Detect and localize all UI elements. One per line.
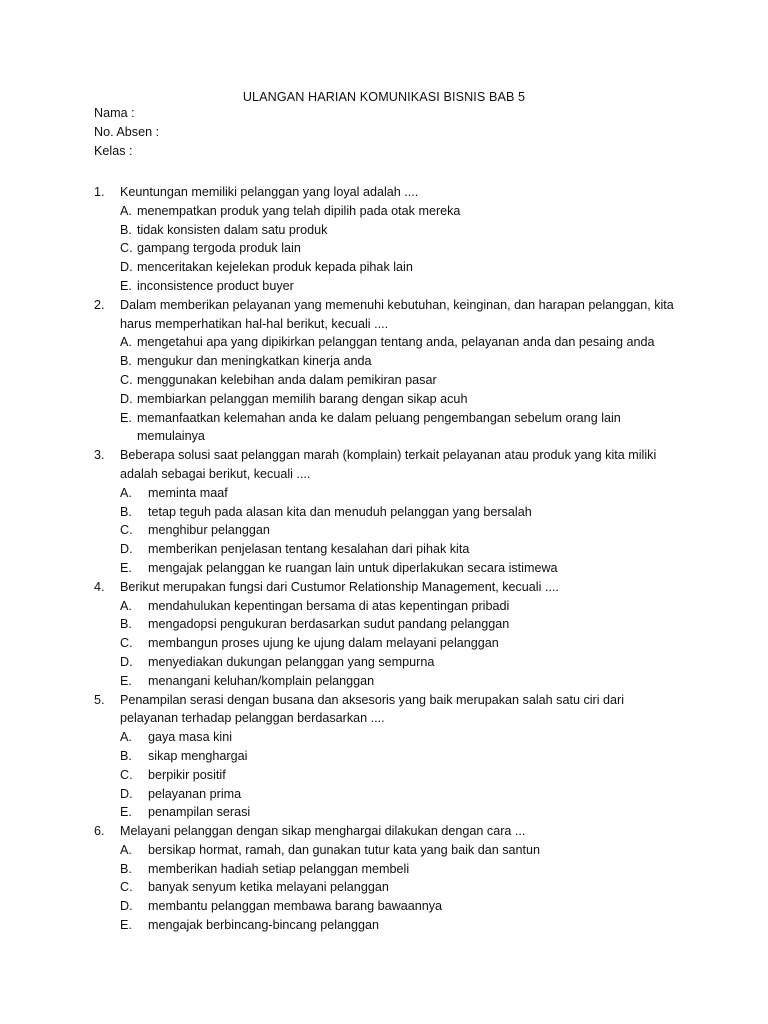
question-text: Melayani pelanggan dengan sikap menghargai dilakukan dengan cara ...: [120, 824, 526, 839]
option-letter: E.: [120, 918, 132, 933]
option-d: [120, 540, 684, 559]
option-letter: E.: [120, 673, 132, 688]
question-5: [94, 691, 684, 823]
option-c: [120, 521, 684, 540]
option-letter: D.: [120, 899, 133, 914]
option-letter: B.: [120, 617, 132, 632]
option-b: [120, 860, 684, 879]
option-a: [120, 333, 684, 352]
option-a: [120, 484, 684, 503]
option-text: inconsistence product buyer: [137, 278, 294, 293]
option-letter: C.: [120, 767, 133, 782]
question-text: Keuntungan memiliki pelanggan yang loyal adalah ....: [120, 185, 419, 199]
option-text: mengajak pelanggan ke ruangan lain untuk diperlakukan secara istimewa: [148, 560, 558, 575]
option-text: membiarkan pelanggan memilih barang dengan sikap acuh: [137, 391, 468, 406]
option-text: mendahulukan kepentingan bersama di atas kepentingan pribadi: [148, 598, 510, 613]
option-a: [120, 728, 684, 747]
option-letter: E.: [120, 278, 132, 293]
option-b: [120, 615, 684, 634]
option-letter: D.: [120, 391, 133, 406]
option-letter: A.: [120, 842, 132, 857]
option-text: pelayanan prima: [148, 786, 242, 801]
student-info: [94, 104, 159, 160]
question-1: [94, 183, 684, 296]
option-d: [120, 390, 684, 409]
question-list: [94, 183, 684, 935]
option-text: bersikap hormat, ramah, dan gunakan tutur kata yang baik dan santun: [148, 842, 541, 857]
option-text: meminta maaf: [148, 485, 228, 500]
option-letter: A.: [120, 335, 132, 350]
question-3: [94, 446, 684, 578]
question-text: Beberapa solusi saat pelanggan marah (komplain) terkait pelayanan atau produk yang kita miliki adalah sebagai berikut, kecuali ....: [120, 448, 657, 481]
option-letter: B.: [120, 861, 132, 876]
option-letter: A.: [120, 730, 132, 745]
option-letter: B.: [120, 748, 132, 763]
absen-field-label: No. Absen :: [94, 124, 160, 139]
option-text: menceritakan kejelekan produk kepada pihak lain: [137, 260, 413, 275]
option-e: [120, 559, 684, 578]
option-text: penampilan serasi: [148, 805, 251, 820]
question-2: [94, 296, 684, 446]
option-b: [120, 503, 684, 522]
option-text: membantu pelanggan membawa barang bawaannya: [148, 899, 443, 914]
option-text: menempatkan produk yang telah dipilih pada otak mereka: [137, 203, 461, 218]
option-text: menghibur pelanggan: [148, 523, 270, 538]
question-number: 6.: [94, 824, 105, 839]
option-letter: E.: [120, 410, 132, 425]
question-4: [94, 578, 684, 691]
option-letter: A.: [120, 485, 132, 500]
option-text: tidak konsisten dalam satu produk: [137, 222, 328, 237]
option-letter: D.: [120, 542, 133, 557]
question-number: 3.: [94, 448, 105, 463]
option-letter: D.: [120, 786, 133, 801]
option-letter: C.: [120, 241, 133, 256]
option-text: tetap teguh pada alasan kita dan menuduh pelanggan yang bersalah: [148, 504, 532, 519]
option-e: [120, 916, 684, 935]
option-e: [120, 803, 684, 822]
option-a: [120, 597, 684, 616]
option-b: [120, 747, 684, 766]
option-letter: A.: [120, 598, 132, 613]
question-text: Berikut merupakan fungsi dari Custumor Relationship Management, kecuali ....: [120, 579, 559, 594]
option-b: [120, 221, 684, 240]
option-letter: E.: [120, 560, 132, 575]
name-field-label: Nama :: [94, 106, 135, 120]
option-text: menyediakan dukungan pelanggan yang sempurna: [148, 654, 435, 669]
option-letter: A.: [120, 203, 132, 218]
option-letter: B.: [120, 504, 132, 519]
option-e: [120, 672, 684, 691]
question-text: Dalam memberikan pelayanan yang memenuhi kebutuhan, keinginan, dan harapan pelanggan, kita harus memperhatikan hal-hal berikut, kecuali ....: [120, 297, 674, 331]
question-number: 1.: [94, 185, 105, 199]
option-letter: B.: [120, 354, 132, 369]
page-title: ULANGAN HARIAN KOMUNIKASI BISNIS BAB 5: [242, 90, 526, 104]
option-letter: E.: [120, 805, 132, 820]
question-number: 5.: [94, 692, 105, 707]
option-letter: C.: [120, 523, 133, 538]
option-text: gampang tergoda produk lain: [137, 241, 301, 256]
option-text: memanfaatkan kelemahan anda ke dalam peluang pengembangan sebelum orang lain memulainya: [137, 410, 621, 444]
option-c: [120, 766, 684, 785]
option-letter: C.: [120, 372, 133, 387]
option-text: membangun proses ujung ke ujung dalam melayani pelanggan: [148, 636, 499, 651]
option-text: gaya masa kini: [148, 730, 232, 745]
option-d: [120, 653, 684, 672]
option-text: mengajak berbincang-bincang pelanggan: [148, 918, 380, 933]
option-d: [120, 785, 684, 804]
option-text: menggunakan kelebihan anda dalam pemikiran pasar: [137, 372, 437, 387]
option-text: berpikir positif: [148, 767, 226, 782]
option-c: [120, 634, 684, 653]
option-a: [120, 841, 684, 860]
option-d: [120, 897, 684, 916]
option-e: [120, 277, 684, 296]
option-text: memberikan hadiah setiap pelanggan membeli: [148, 861, 410, 876]
option-a: [120, 202, 684, 221]
option-c: [120, 371, 684, 390]
option-b: [120, 352, 684, 371]
option-text: banyak senyum ketika melayani pelanggan: [148, 880, 389, 895]
option-text: mengadopsi pengukuran berdasarkan sudut pandang pelanggan: [148, 617, 510, 632]
question-6: [94, 822, 684, 935]
option-letter: C.: [120, 636, 133, 651]
question-number: 2.: [94, 297, 105, 312]
question-number: 4.: [94, 579, 105, 594]
option-c: [120, 878, 684, 897]
option-letter: B.: [120, 222, 132, 237]
option-d: [120, 258, 684, 277]
option-text: menangani keluhan/komplain pelanggan: [148, 673, 375, 688]
option-text: mengukur dan meningkatkan kinerja anda: [137, 354, 372, 369]
option-text: sikap menghargai: [148, 748, 248, 763]
option-letter: D.: [120, 654, 133, 669]
question-text: Penampilan serasi dengan busana dan aksesoris yang baik merupakan salah satu ciri dari pelayanan terhadap pelanggan berdasarkan ....: [120, 692, 625, 726]
option-text: memberikan penjelasan tentang kesalahan dari pihak kita: [148, 542, 470, 557]
option-letter: C.: [120, 880, 133, 895]
option-letter: D.: [120, 260, 133, 275]
class-field-label: Kelas :: [94, 143, 133, 158]
option-e: [120, 409, 684, 447]
option-c: [120, 239, 684, 258]
option-text: mengetahui apa yang dipikirkan pelanggan tentang anda, pelayanan anda dan pesaing anda: [137, 335, 655, 350]
